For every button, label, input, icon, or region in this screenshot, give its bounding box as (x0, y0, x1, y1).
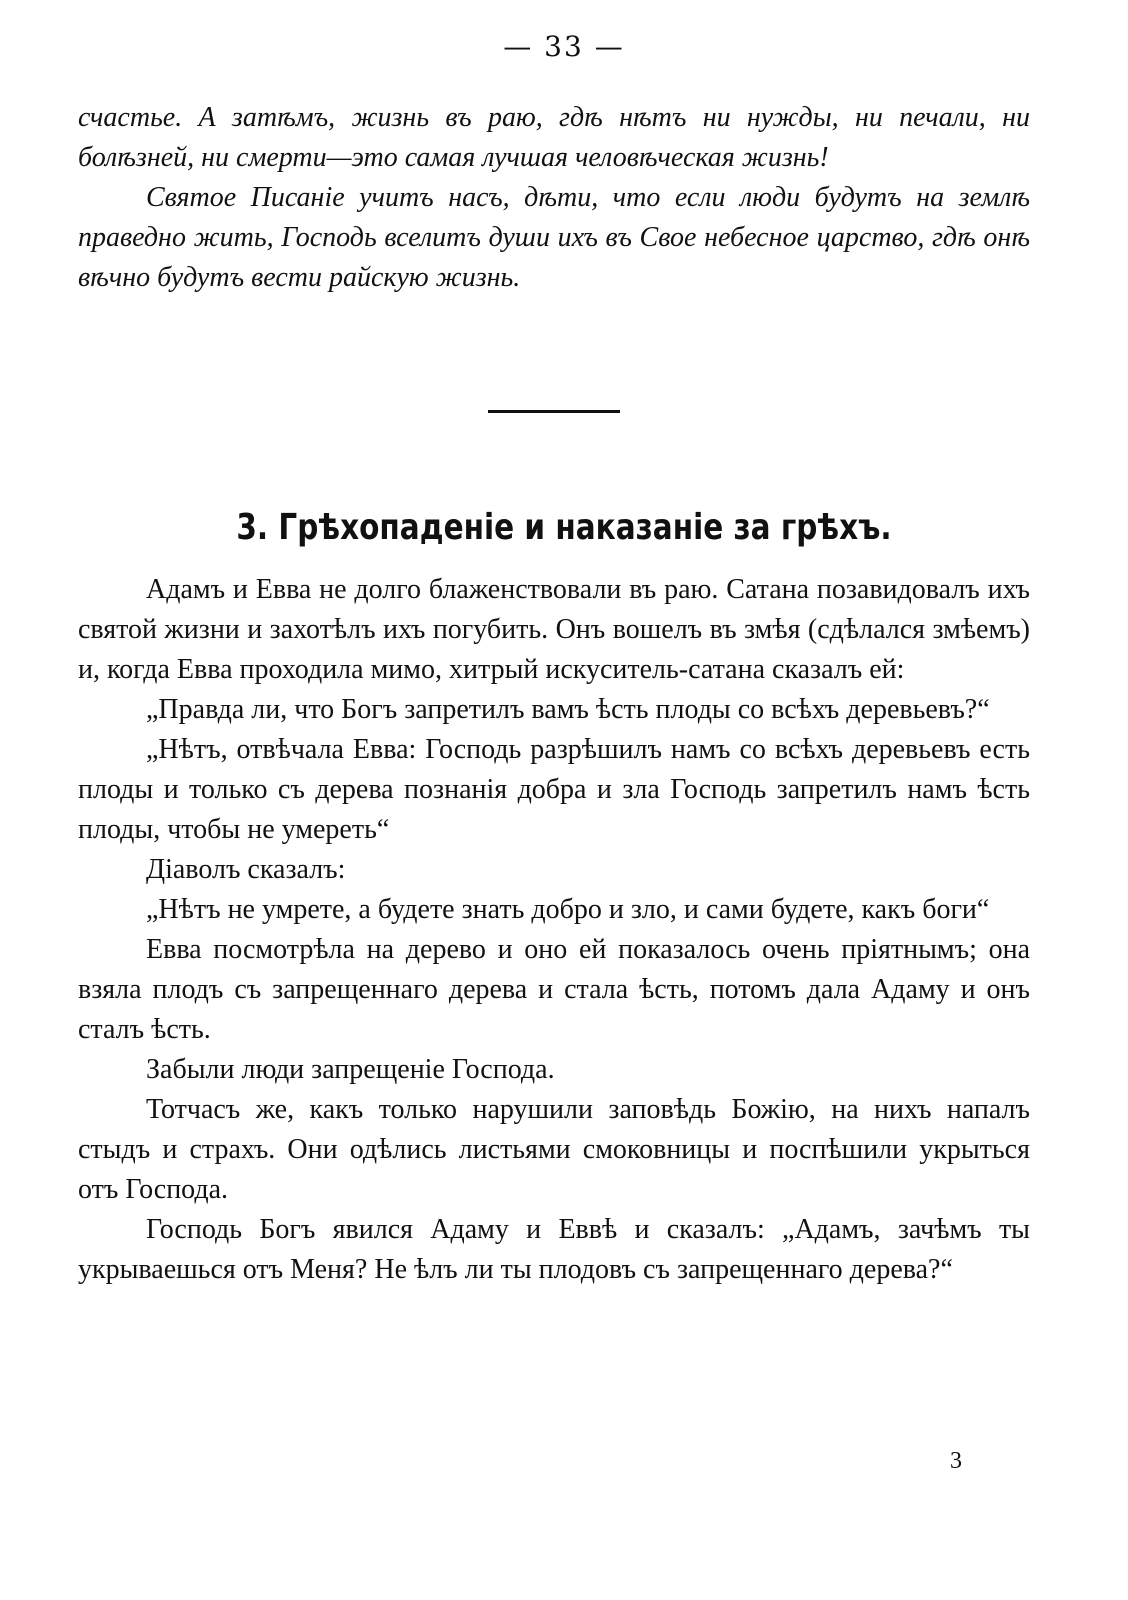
intro-paragraph: счастье. А затѣмъ, жизнь въ раю, гдѣ нѣтъ ни нужды, ни печали, ни болѣзней, ни смерти—это самая лучшая человѣческая жизнь! (78, 102, 1030, 173)
section-divider (488, 410, 620, 413)
body-paragraph: Діаволъ сказалъ: (146, 854, 346, 885)
body-paragraph: Евва посмотрѣла на дерево и оно ей показалось очень пріятнымъ; она взяла плодъ съ запрещеннаго дерева и стала ѣсть, потомъ дала Адаму и онъ сталъ ѣсть. (78, 934, 1030, 1045)
page-number-top: — 33 — (503, 30, 625, 63)
body-paragraph: Забыли люди запрещеніе Господа. (146, 1054, 555, 1085)
body-paragraph: „Правда ли, что Богъ запретилъ вамъ ѣсть плоды со всѣхъ деревьевъ?“ (146, 694, 990, 725)
signature-mark: 3 (950, 1448, 962, 1474)
body-paragraph: Адамъ и Евва не долго блаженствовали въ раю. Сатана позавидовалъ ихъ святой жизни и захотѣлъ ихъ погубить. Онъ вошелъ въ змѣя (сдѣлался змѣемъ) и, когда Евва проходила мимо, хитрый искуситель-сатана сказалъ ей: (78, 574, 1030, 685)
body-paragraph: Господь Богъ явился Адаму и Еввѣ и сказалъ: „Адамъ, зачѣмъ ты укрываешься отъ Меня? Не ѣлъ ли ты плодовъ съ запрещеннаго дерева?“ (78, 1214, 1030, 1285)
chapter-body (78, 570, 1030, 1290)
chapter-heading: 3. Грѣхопаденіе и наказаніе за грѣхъ. (236, 507, 892, 548)
body-paragraph: Тотчасъ же, какъ только нарушили заповѣдь Божію, на нихъ напалъ стыдъ и страхъ. Они одѣлись листьями смоковницы и поспѣшили укрыться отъ Господа. (78, 1094, 1030, 1205)
body-paragraph: „Нѣтъ не умрете, а будете знать добро и зло, и сами будете, какъ боги“ (146, 894, 990, 925)
intro-text-block (78, 98, 1030, 298)
body-paragraph: „Нѣтъ, отвѣчала Евва: Господь разрѣшилъ намъ со всѣхъ деревьевъ есть плоды и только съ дерева познанія добра и зла Господь запретилъ намъ ѣсть плоды, чтобы не умереть“ (78, 734, 1030, 845)
intro-paragraph: Святое Писаніе учитъ насъ, дѣти, что если люди будутъ на землѣ праведно жить, Господь вселитъ души ихъ въ Свое небесное царство, гдѣ онѣ вѣчно будутъ вести райскую жизнь. (78, 182, 1030, 293)
